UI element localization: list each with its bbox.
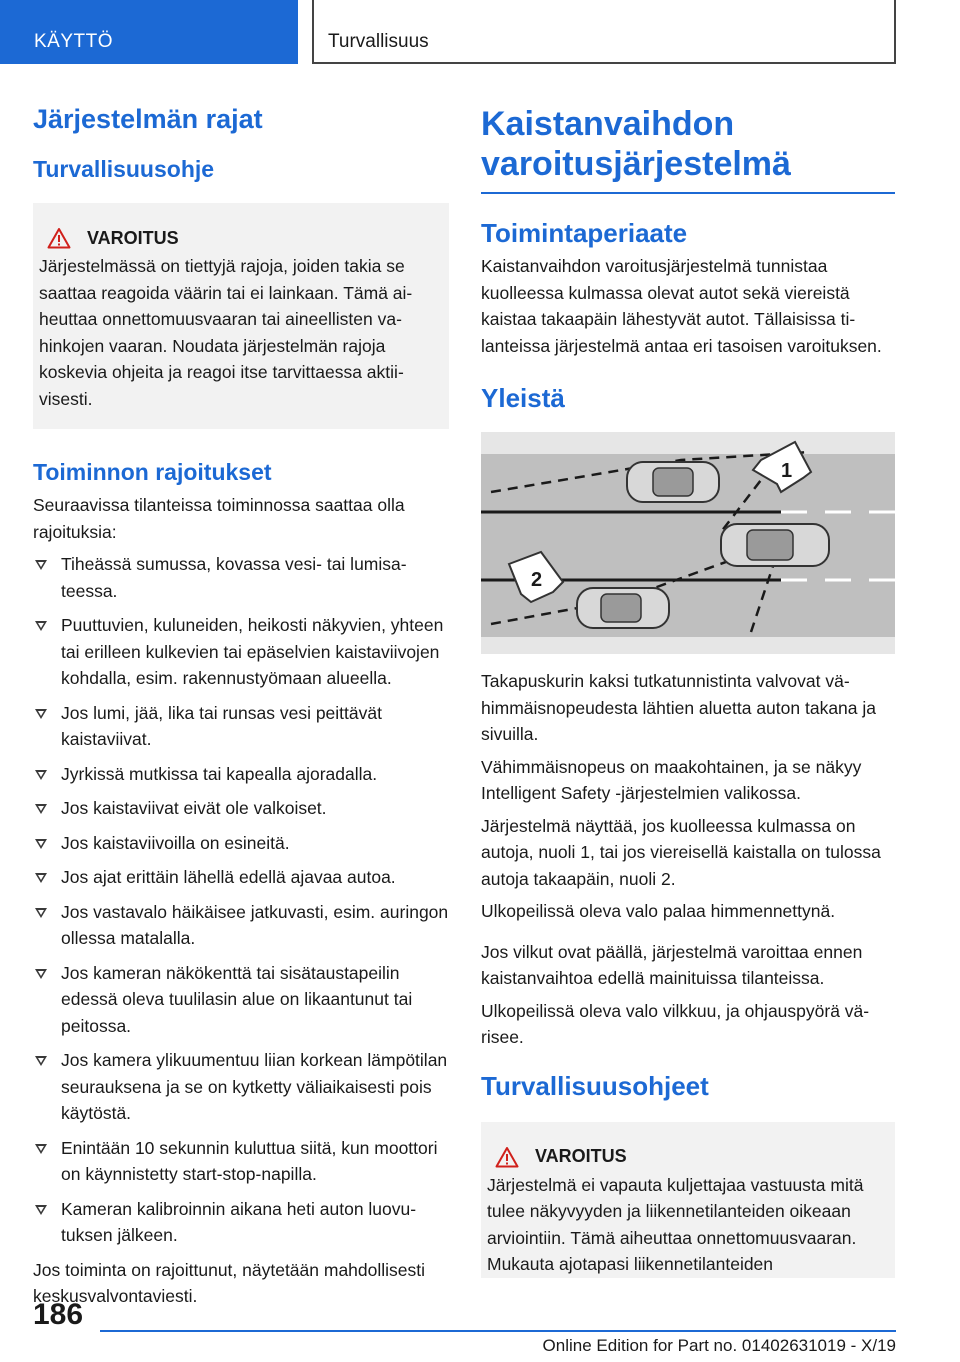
list-item: Puuttuvien, kuluneiden, heikosti näkyvien, yhteen tai erilleen kulkevien tai epäselvien kaistaviivojen kohdalla, esim. rakennustyömaan alueella. xyxy=(33,612,449,692)
warning-header xyxy=(39,227,433,249)
general-paragraph: Takapuskurin kaksi tutkatunnistinta valvovat vähimmäisnopeudesta lähtien aluetta auton takana ja sivuilla. xyxy=(481,671,876,744)
safety-instructions-heading: Turvallisuusohjeet xyxy=(481,1070,709,1101)
chapter-tab: KÄYTTÖ xyxy=(0,0,298,64)
bullet-triangle-icon xyxy=(35,839,47,849)
list-item: Tiheässä sumussa, kovassa vesi- tai lumisateessa. xyxy=(33,551,449,604)
principle-text: Kaistanvaihdon varoitusjärjestelmä tunnistaa kuolleessa kulmassa olevat autot sekä viereistä kaistaa takaapäin lähestyvät autot. Tällaisissa tilanteissa järjestelmä antaa eri tasoisen varoituksen. xyxy=(481,256,882,356)
bullet-triangle-icon xyxy=(35,560,47,570)
car-ego xyxy=(721,524,829,566)
system-limits-heading: Järjestelmän rajat xyxy=(33,104,263,134)
bullet-triangle-icon xyxy=(35,1056,47,1066)
bullet-triangle-icon xyxy=(35,908,47,918)
page-number: 186 xyxy=(33,1298,84,1331)
warning-text: Järjestelmä ei vapauta kuljettajaa vastuusta mitä tulee näkyvyyden ja liikennetilanteiden oikeaan arviointiin. Tämä aiheuttaa onnettomuusvaaran. Mukauta ajotapasi liikennetilanteiden xyxy=(487,1174,864,1274)
warning-box xyxy=(481,1122,895,1278)
lane-change-warning-title: Kaistanvaihdon varoitusjärjestelmä xyxy=(481,105,791,183)
title-rule xyxy=(481,192,895,194)
bullet-triangle-icon xyxy=(35,873,47,883)
warning-text: Järjestelmässä on tiettyjä rajoja, joiden takia se saattaa reagoida väärin tai ei lainkaan. Tämä aiheuttaa onnettomuusvaaran tai aineellisten vahinkojen vaaran. Noudata järjestelmän rajoja koskevia ohjeita ja reagoi itse tarvittaessa aktiivisesti. xyxy=(39,256,413,409)
list-item: Jos vastavalo häikäisee jatkuvasti, esim. auringon ollessa matalalla. xyxy=(33,899,449,952)
limits-outro: Jos toiminta on rajoittunut, näytetään mahdollisesti keskusvalvontaviesti. xyxy=(33,1259,426,1306)
bullet-triangle-icon xyxy=(35,709,47,719)
bullet-triangle-icon xyxy=(35,804,47,814)
function-limits-heading: Toiminnon rajoitukset xyxy=(33,459,272,485)
warning-triangle-icon xyxy=(495,1146,519,1168)
general-paragraph: Ulkopeilissä oleva valo vilkkuu, ja ohjauspyörä värisee. xyxy=(481,1000,870,1047)
arrow-1-label: 1 xyxy=(781,460,793,482)
car-blind-spot xyxy=(627,462,719,502)
right-column xyxy=(481,98,895,1278)
list-item: Enintään 10 sekunnin kuluttua siitä, kun moottori on käynnistetty start-stop-napilla. xyxy=(33,1135,449,1188)
footer-rule xyxy=(100,1330,896,1332)
list-item: Jos kamera ylikuumentuu liian korkean lämpötilan seurauksena ja se on kytketty väliaikaisesti pois käytöstä. xyxy=(33,1047,449,1127)
general-paragraph: Ulkopeilissä oleva valo palaa himmennettynä. xyxy=(481,901,836,921)
list-item: Jos ajat erittäin lähellä edellä ajavaa autoa. xyxy=(33,864,449,891)
warning-triangle-icon xyxy=(47,227,71,249)
warning-label: VAROITUS xyxy=(535,1146,627,1166)
limits-list xyxy=(33,551,449,1249)
car-approaching xyxy=(577,588,669,628)
lane-diagram xyxy=(481,432,895,654)
arrow-2-label: 2 xyxy=(531,569,543,591)
bullet-triangle-icon xyxy=(35,969,47,979)
warning-label: VAROITUS xyxy=(87,227,179,248)
bullet-triangle-icon xyxy=(35,1144,47,1154)
list-item: Kameran kalibroinnin aikana heti auton luovutuksen jälkeen. xyxy=(33,1196,449,1249)
principle-heading: Toimintaperiaate xyxy=(481,218,688,248)
general-paragraph: Vähimmäisnopeus on maakohtainen, ja se näkyy Intelligent Safety -järjestelmien valikossa. xyxy=(481,756,862,803)
list-item: Jyrkissä mutkissa tai kapealla ajoradalla. xyxy=(33,761,449,788)
bullet-triangle-icon xyxy=(35,1205,47,1215)
limits-intro: Seuraavissa tilanteissa toiminnossa saattaa olla rajoituksia: xyxy=(33,495,405,542)
general-heading: Yleistä xyxy=(481,383,565,413)
safety-note-heading: Turvallisuusohje xyxy=(33,156,215,182)
bullet-triangle-icon xyxy=(35,621,47,631)
warning-header xyxy=(487,1146,879,1168)
list-item: Jos kaistaviivoilla on esineitä. xyxy=(33,830,449,857)
lane-diagram-image xyxy=(481,432,895,654)
list-item: Jos kaistaviivat eivät ole valkoiset. xyxy=(33,795,449,822)
bullet-triangle-icon xyxy=(35,770,47,780)
list-item: Jos kameran näkökenttä tai sisätaustapeilin edessä oleva tuulilasin alue on likaantunut tai peitossa. xyxy=(33,960,449,1040)
general-paragraph: Järjestelmä näyttää, jos kuolleessa kulmassa on autoja, nuoli 1, tai jos viereisellä kaistalla on tulossa autoja takaapäin, nuoli 2. xyxy=(481,815,881,889)
warning-box xyxy=(33,203,449,429)
general-paragraph: Jos vilkut ovat päällä, järjestelmä varoittaa ennen kaistanvaihtoa edellä mainituissa tilanteissa. xyxy=(481,941,863,988)
left-column xyxy=(33,98,449,1310)
list-item: Jos lumi, jää, lika tai runsas vesi peittävät kaistaviivat. xyxy=(33,700,449,753)
section-title: Turvallisuus xyxy=(312,0,896,64)
edition-text: Online Edition for Part no. 01402631019 - X/19 xyxy=(542,1336,896,1355)
